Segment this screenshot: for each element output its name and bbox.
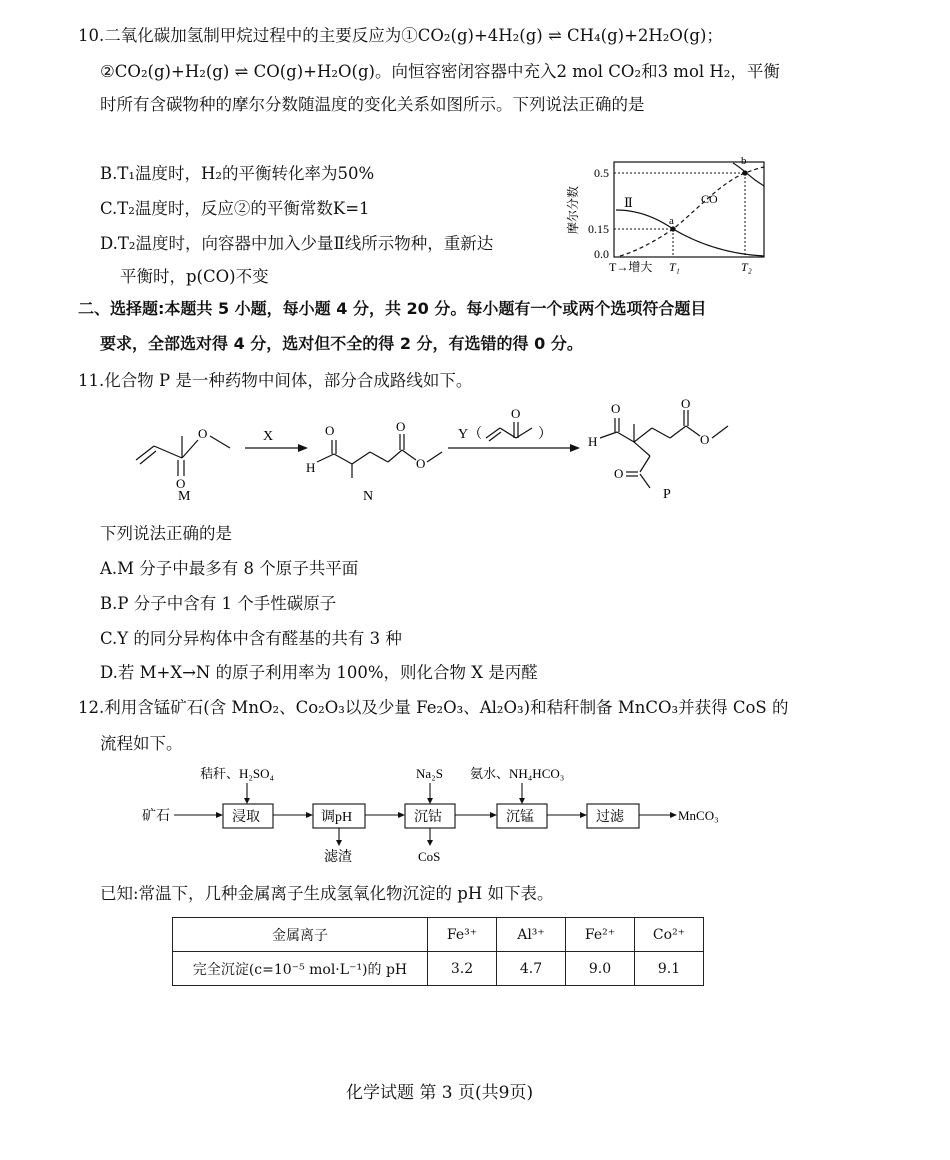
page-footer: 化学试题 第 3 页(共9页) — [346, 1083, 534, 1103]
ytick-015: 0.15 — [588, 222, 609, 236]
curve-other — [733, 163, 764, 186]
svg-text:O: O — [511, 406, 521, 421]
graph-ylabel: 摩尔分数 — [566, 185, 580, 235]
reagent-y-open: Y（ — [458, 427, 483, 442]
q11-option-d: D.若 M+X→N 的原子利用率为 100%，则化合物 X 是丙醛 — [100, 663, 538, 682]
table-header-cell: 金属离子 — [173, 918, 428, 952]
q10-option-c: C.T₂温度时，反应②的平衡常数K=1 — [100, 199, 370, 218]
table-header-cell: Fe³⁺ — [428, 918, 497, 952]
table-cell: 4.7 — [497, 952, 566, 986]
flow-end: MnCO₃ — [678, 808, 719, 823]
q10-line1: 10.二氧化碳加氢制甲烷过程中的主要反应为①CO₂(g)+4H₂(g) ⇌ CH₄(g)+2H₂O(g)； — [78, 26, 723, 45]
point-b-label: b — [741, 155, 747, 167]
q11-option-a: A.M 分子中最多有 8 个原子共平面 — [100, 559, 359, 578]
svg-text:O: O — [396, 419, 406, 434]
svg-text:O: O — [681, 398, 691, 411]
svg-text:O: O — [325, 423, 335, 438]
graph-frame — [614, 162, 764, 257]
table-cell: 完全沉淀(c=10⁻⁵ mol·L⁻¹)的 pH — [173, 952, 428, 986]
q10-option-d-line2: 平衡时，p(CO)不变 — [120, 267, 269, 286]
curve-ii — [616, 210, 764, 256]
svg-text:O: O — [176, 476, 186, 491]
compound-m — [136, 426, 230, 491]
point-a — [670, 226, 675, 231]
svg-text:O: O — [700, 432, 710, 447]
reagent-x: X — [263, 429, 274, 444]
q11-stem: 11.化合物 P 是一种药物中间体，部分合成路线如下。 — [78, 371, 473, 390]
q12-line2: 流程如下。 — [100, 734, 183, 753]
q12-known: 已知:常温下，几种金属离子生成氢氧化物沉淀的 pH 如下表。 — [100, 884, 554, 903]
svg-text:O: O — [614, 466, 624, 481]
curve-ii-label: Ⅱ — [624, 195, 633, 210]
table-row — [173, 952, 704, 986]
table-header-cell: Al³⁺ — [497, 918, 566, 952]
point-a-label: a — [669, 215, 674, 227]
svg-text:H: H — [588, 434, 598, 449]
table-cell: 9.1 — [635, 952, 704, 986]
q11-option-c: C.Y 的同分异构体中含有醛基的共有 3 种 — [100, 629, 402, 648]
table-header-cell: Co²⁺ — [635, 918, 704, 952]
q11-option-b: B.P 分子中含有 1 个手性碳原子 — [100, 594, 337, 613]
svg-text:H: H — [306, 460, 316, 475]
flow-start: 矿石 — [142, 809, 170, 824]
svg-text:O: O — [416, 456, 426, 471]
svg-text:O: O — [611, 401, 621, 416]
curve-co — [620, 167, 764, 256]
table-cell: 3.2 — [428, 952, 497, 986]
box-manganese-precip-label: 沉锰 — [506, 810, 534, 825]
compound-y — [486, 406, 532, 441]
xaxis-label: T→增大 — [609, 260, 653, 274]
xtick-t1: T₁ — [669, 260, 680, 274]
arrow-x-head — [298, 444, 308, 452]
reagent-y-close: ） — [538, 427, 552, 442]
box-leach-label: 浸取 — [232, 810, 260, 825]
compound-n — [306, 419, 442, 478]
compound-p — [588, 398, 728, 488]
point-b — [742, 170, 747, 175]
input-1: 秸秆、H₂SO₄ — [200, 766, 275, 781]
box-cobalt-precip-label: 沉钴 — [414, 810, 442, 825]
table-cell: 9.0 — [566, 952, 635, 986]
precipitation-ph-table — [172, 917, 704, 986]
svg-text:O: O — [198, 426, 208, 441]
input-4: 氨水、NH₄HCO₃ — [470, 766, 565, 781]
q10-option-b: B.T₁温度时，H₂的平衡转化率为50% — [100, 164, 375, 183]
synthesis-route — [120, 398, 740, 508]
arrow-y-head — [570, 444, 580, 452]
input-3: Na₂S — [416, 766, 443, 781]
process-flow — [140, 758, 740, 868]
section2-line2: 要求，全部选对得 4 分，选对但不全的得 2 分，有选错的得 0 分。 — [100, 334, 583, 353]
label-n: N — [363, 489, 374, 504]
table-header-cell: Fe²⁺ — [566, 918, 635, 952]
label-m: M — [178, 489, 191, 504]
output-cos: CoS — [418, 849, 441, 864]
mole-fraction-graph — [565, 150, 780, 280]
box-adjust-ph-label: 调pH — [321, 810, 353, 825]
curve-co-label: CO — [701, 192, 718, 206]
q12-line1: 12.利用含锰矿石(含 MnO₂、Co₂O₃以及少量 Fe₂O₃、Al₂O₃)和秸秆制备 MnCO₃并获得 CoS 的 — [78, 698, 789, 717]
output-residue: 滤渣 — [324, 850, 352, 865]
box-filter-label: 过滤 — [596, 810, 624, 825]
table-row — [173, 918, 704, 952]
q10-option-d-line1: D.T₂温度时，向容器中加入少量Ⅱ线所示物种，重新达 — [100, 234, 494, 253]
q11-lead: 下列说法正确的是 — [100, 524, 232, 543]
q10-line2: ②CO₂(g)+H₂(g) ⇌ CO(g)+H₂O(g)。向恒容密闭容器中充入2 mol CO₂和3 mol H₂，平衡 — [100, 62, 780, 81]
label-p: P — [663, 487, 671, 502]
ytick-00: 0.0 — [594, 247, 609, 261]
section2-line1: 二、选择题:本题共 5 小题，每小题 4 分，共 20 分。每小题有一个或两个选项符合题目 — [78, 299, 707, 318]
ytick-05: 0.5 — [594, 166, 609, 180]
q10-line3: 时所有含碳物种的摩尔分数随温度的变化关系如图所示。下列说法正确的是 — [100, 95, 645, 114]
xtick-t2: T₂ — [741, 260, 752, 274]
